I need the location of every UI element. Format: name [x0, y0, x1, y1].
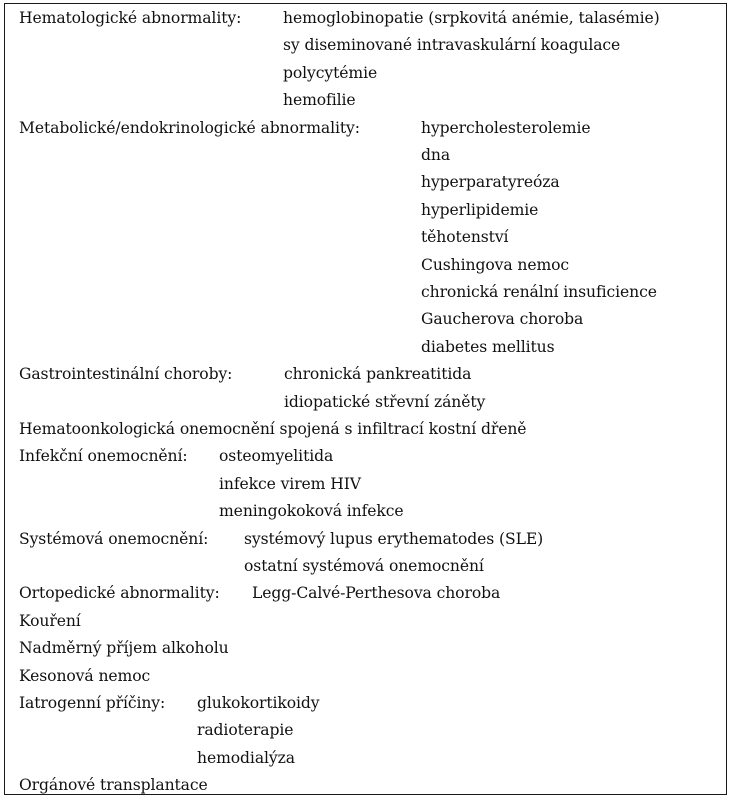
- category-row: [19, 772, 208, 799]
- condition-row: [421, 306, 583, 333]
- condition-row: [283, 87, 356, 114]
- condition-row: [284, 389, 485, 416]
- condition-item: Legg-Calvé-Perthesova choroba: [252, 584, 501, 603]
- category-label: Ortopedické abnormality:: [19, 584, 220, 603]
- condition-item: hyperlipidemie: [421, 200, 539, 219]
- category-row: [19, 361, 472, 388]
- category-row: [19, 580, 501, 607]
- condition-item: radioterapie: [197, 721, 294, 740]
- category-label: Hematoonkologická onemocnění spojená s infiltrací kostní dřeně: [19, 420, 527, 438]
- category-label: Gastrointestinální choroby:: [19, 365, 233, 384]
- condition-item: hemoglobinopatie (srpkovitá anémie, talasémie): [283, 9, 660, 27]
- condition-item: chronická pankreatitida: [284, 365, 472, 384]
- category-row: [19, 416, 526, 443]
- condition-row: [197, 745, 295, 772]
- condition-row: [421, 169, 560, 196]
- condition-item: hypercholesterolemie: [421, 118, 591, 137]
- condition-row: [421, 279, 657, 306]
- category-row: [19, 690, 320, 717]
- category-label: Kesonová nemoc: [19, 666, 151, 685]
- condition-row: [421, 334, 555, 361]
- risk-factor-table: [4, 3, 727, 795]
- condition-item: chronická renální insuficience: [421, 283, 657, 301]
- category-label: Infekční onemocnění:: [19, 447, 188, 466]
- condition-item: diabetes mellitus: [421, 337, 555, 356]
- condition-row: [283, 60, 377, 87]
- category-label: Systémová onemocnění:: [19, 529, 209, 548]
- condition-item: těhotenství: [421, 228, 509, 247]
- condition-row: [421, 224, 508, 251]
- category-label: Kouření: [19, 611, 81, 630]
- category-label: Nadměrný příjem alkoholu: [19, 639, 229, 658]
- condition-item: Cushingova nemoc: [421, 255, 570, 274]
- condition-item: idiopatické střevní záněty: [284, 392, 486, 411]
- category-row: [19, 608, 81, 635]
- condition-item: meningokoková infekce: [219, 502, 404, 521]
- condition-item: hyperparatyreóza: [421, 173, 560, 192]
- category-row: [19, 115, 591, 142]
- condition-item: sy diseminované intravaskulární koagulace: [283, 36, 621, 55]
- category-label: Metabolické/endokrinologické abnormality:: [19, 118, 360, 137]
- category-row: [19, 635, 229, 662]
- category-row: [19, 526, 544, 553]
- condition-item: dna: [421, 146, 451, 164]
- condition-item: hemodialýza: [197, 748, 295, 767]
- condition-row: [219, 471, 361, 498]
- condition-row: [219, 498, 404, 525]
- condition-item: glukokortikoidy: [197, 694, 320, 712]
- category-label: Orgánové transplantace: [19, 776, 208, 795]
- category-row: [19, 663, 150, 690]
- condition-item: infekce virem HIV: [219, 474, 361, 493]
- condition-item: osteomyelitida: [219, 447, 334, 466]
- category-row: [19, 5, 660, 32]
- condition-row: [244, 553, 484, 580]
- condition-row: [421, 197, 538, 224]
- condition-item: Gaucherova choroba: [421, 310, 584, 329]
- condition-item: polycytémie: [283, 63, 378, 82]
- condition-item: ostatní systémová onemocnění: [244, 557, 484, 575]
- condition-row: [283, 32, 620, 59]
- condition-item: systémový lupus erythematodes (SLE): [244, 529, 544, 548]
- condition-row: [197, 717, 293, 744]
- condition-row: [421, 142, 450, 169]
- category-label: Hematologické abnormality:: [19, 9, 242, 27]
- condition-row: [421, 252, 569, 279]
- category-label: Iatrogenní příčiny:: [19, 694, 166, 712]
- category-row: [19, 443, 334, 470]
- condition-item: hemofilie: [283, 91, 356, 110]
